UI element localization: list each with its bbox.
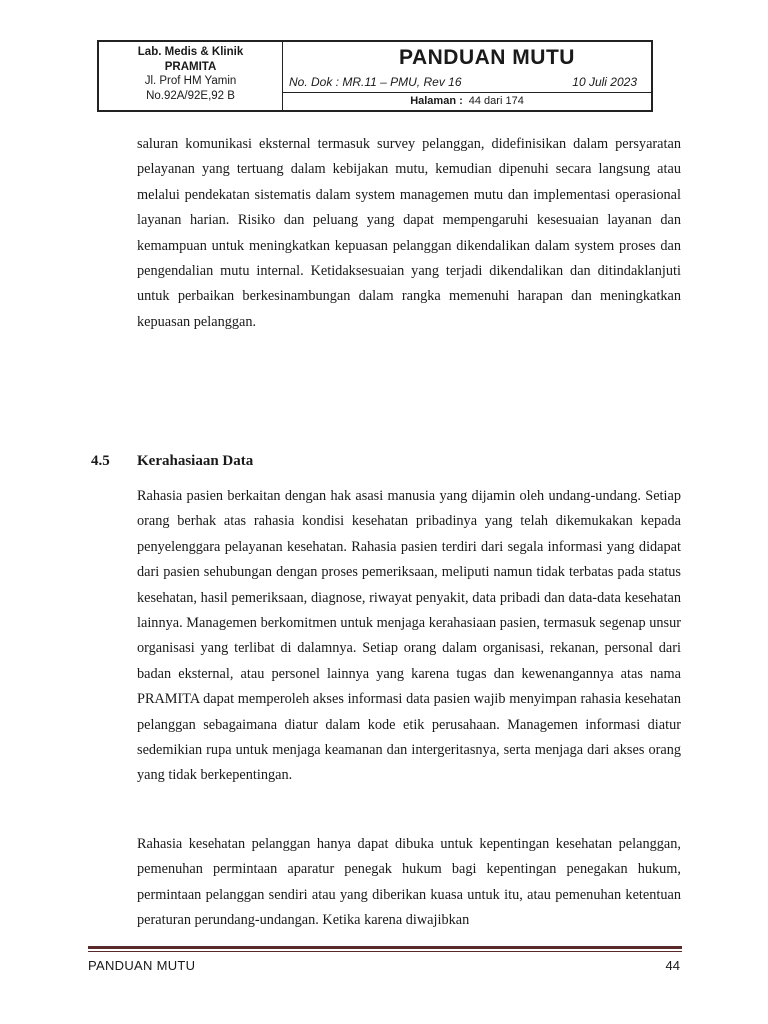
section-number: 4.5 <box>91 453 110 469</box>
footer-rule-thick <box>88 946 682 949</box>
document-header <box>97 40 653 112</box>
doc-date: 10 Juli 2023 <box>572 75 637 90</box>
section-paragraph-1: Rahasia pasien berkaitan dengan hak asasi manusia yang dijamin oleh undang-undang. Setiap orang berhak atas rahasia kondisi kesehatan pribadinya yang telah dikemukakan kepada penyelenggara pelayanan kesehatan. Rahasia pasien terdiri dari segala informasi yang didapat dari pasien sehubungan dengan proses pemeriksaan, meliputi namun tidak terbatas pada status kesehatan, hasil pemeriksaan, diagnose, riwayat penyakit, data pribadi dan data-data kesehatan lainnya. Managemen berkomitmen untuk menjaga kerahasiaan pasien, termasuk segenap unsur organisasi yang terlibat di dalamnya. Setiap orang dalam organisasi, rekanan, personal dari badan eksternal, atau personel lainnya yang karena tugas dan kewenangannya atas nama PRAMITA dapat memperoleh akses informasi data pasien wajib menyimpan rahasia kesehatan pelanggan sebagaimana diatur dalam kode etik perusahaan. Managemen informasi diatur sedemikian rupa untuk menjaga keamanan dan intergeritasnya, serta menjaga dari akses orang yang tidak berkepentingan. <box>137 488 681 784</box>
doc-meta-row <box>283 75 651 93</box>
page-value: 44 dari 174 <box>468 95 524 107</box>
footer-title: PANDUAN MUTU <box>88 958 196 973</box>
footer-rule-thin <box>88 951 682 952</box>
org-name-line1: Lab. Medis & Klinik <box>137 46 244 58</box>
section-paragraph-2-block <box>137 832 681 934</box>
address-line2: No.92A/92E,92 B <box>146 89 235 102</box>
address-line1: Jl. Prof HM Yamin <box>144 75 237 87</box>
org-block <box>99 42 283 110</box>
section-paragraph-1-block <box>137 484 681 789</box>
document-title: PANDUAN MUTU <box>399 46 575 69</box>
page-label: Halaman : <box>410 95 463 107</box>
intro-paragraph-block <box>137 132 681 335</box>
section-paragraph-2: Rahasia kesehatan pelanggan hanya dapat dibuka untuk kepentingan kesehatan pelanggan, pemenuhan permintaan aparatur penegak hukum bagi kepentingan penegakan hukum, permintaan pelanggan sendiri atau yang diberikan kuasa untuk itu, atau pemenuhan ketentuan peraturan perundang-undangan. Ketika karena diwajibkan <box>137 836 681 929</box>
intro-paragraph: saluran komunikasi eksternal termasuk survey pelanggan, didefinisikan dalam persyaratan pelayanan yang tertuang dalam kebijakan mutu, kemudian dipenuhi secara langsung atau melalui pendekatan sistematis dalam system managemen mutu dan implementasi operasional layanan harian. Risiko dan peluang yang dapat mempengaruhi kesesuaian layanan dan kemampuan untuk meningkatkan kepuasan pelanggan dikendalikan dalam system proses dan pengendalian mutu internal. Ketidaksesuaian yang terjadi dikendalikan dan ditindaklanjuti untuk perbaikan berkesinambungan dalam rangka memenuhi harapan dan meningkatkan kepuasan pelanggan. <box>137 136 681 330</box>
doc-number: No. Dok : MR.11 – PMU, Rev 16 <box>289 75 462 90</box>
section-heading <box>91 453 253 470</box>
org-name-line2: PRAMITA <box>164 60 217 73</box>
doc-info-block <box>283 42 651 110</box>
footer-page-number: 44 <box>665 958 680 973</box>
page-info <box>283 93 651 110</box>
section-title: Kerahasiaan Data <box>137 453 254 469</box>
